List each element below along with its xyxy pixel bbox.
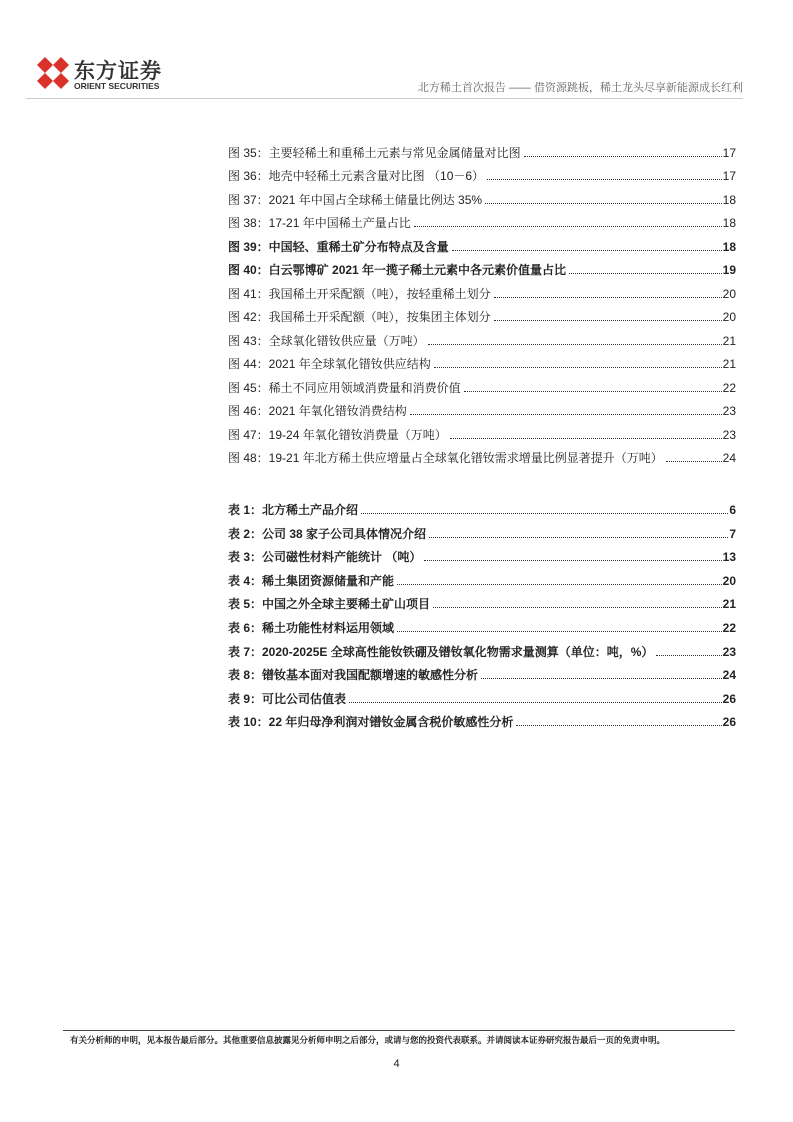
toc-entry-page: 17 <box>722 169 736 184</box>
toc-entry-page: 24 <box>722 450 736 465</box>
dot-leader <box>414 226 722 227</box>
toc-entry-page: 6 <box>729 503 736 517</box>
dot-leader <box>397 584 722 585</box>
dot-leader <box>656 655 721 656</box>
toc-entry[interactable] <box>228 667 736 683</box>
toc-entry-label: 图 44：2021 年全球氧化镨钕供应结构 <box>228 357 431 372</box>
dot-leader <box>524 156 722 157</box>
toc-entry[interactable] <box>228 691 736 707</box>
dot-leader <box>569 273 722 274</box>
toc-entry[interactable] <box>228 356 736 372</box>
dot-leader <box>410 414 722 415</box>
toc-entry-label: 表 8：镨钕基本面对我国配额增速的敏感性分析 <box>228 668 479 683</box>
dot-leader <box>424 560 721 561</box>
toc-entry-page: 24 <box>722 668 736 683</box>
logo-text-cn: 东方证券 <box>74 60 162 83</box>
toc-entry[interactable] <box>228 262 736 278</box>
toc-entry-page: 20 <box>722 286 736 301</box>
toc-entry-label: 图 48：19-21 年北方稀土供应增量占全球氧化镨钕需求增量比例显著提升（万吨） <box>228 450 663 465</box>
footer-divider <box>63 1030 735 1031</box>
dot-leader <box>349 702 722 703</box>
toc-entry-label: 表 10：22 年归母净利润对镨钕金属含税价敏感性分析 <box>228 715 514 730</box>
toc-entry-page: 18 <box>722 216 736 231</box>
dot-leader <box>433 607 722 608</box>
toc-entry-label: 表 9：可比公司估值表 <box>228 691 347 706</box>
toc-entry-page: 23 <box>722 427 736 442</box>
toc-entry-label: 表 5：中国之外全球主要稀土矿山项目 <box>228 597 431 612</box>
dot-leader <box>464 391 722 392</box>
toc-entry-label: 图 43：全球氧化镨钕供应量（万吨） <box>228 333 425 348</box>
toc-entry-label: 表 3：公司磁性材料产能统计 （吨） <box>228 550 422 565</box>
toc-entry-page: 7 <box>729 526 736 541</box>
toc-entry-page: 20 <box>722 310 736 325</box>
toc-entry[interactable] <box>228 714 736 730</box>
toc-entry-page: 21 <box>722 597 736 612</box>
toc-entry-page: 23 <box>722 404 736 419</box>
toc-entry[interactable] <box>228 596 736 612</box>
toc-entry-label: 表 6：稀土功能性材料运用领域 <box>228 621 395 635</box>
dot-leader <box>487 179 722 180</box>
logo-mark-icon <box>36 55 70 91</box>
toc-entry[interactable] <box>228 192 736 208</box>
logo-text-en: ORIENT SECURITIES <box>74 81 160 91</box>
dot-leader <box>452 250 722 251</box>
toc-entry[interactable] <box>228 403 736 419</box>
toc-entry-label: 图 41：我国稀土开采配额（吨），按轻重稀土划分 <box>228 286 491 301</box>
header-divider <box>26 98 743 99</box>
dot-leader <box>666 461 722 462</box>
toc-entry-label: 图 38：17-21 年中国稀土产量占比 <box>228 216 411 231</box>
orient-securities-logo <box>36 55 166 95</box>
toc-entry-page: 22 <box>722 380 736 395</box>
toc-entry[interactable] <box>228 309 736 325</box>
toc-entry-page: 21 <box>722 333 736 348</box>
toc-entry[interactable] <box>228 526 736 542</box>
toc-entry[interactable] <box>228 239 736 255</box>
dot-leader <box>516 725 721 726</box>
toc-entry[interactable] <box>228 549 736 565</box>
toc-entry-label: 图 45：稀土不同应用领域消费量和消费价值 <box>228 380 461 395</box>
toc-entry-page: 19 <box>722 263 736 278</box>
toc-entry-label: 表 2：公司 38 家子公司具体情况介绍 <box>228 526 427 541</box>
toc-entry-page: 23 <box>722 644 736 659</box>
toc-entry[interactable] <box>228 215 736 231</box>
toc-entry[interactable] <box>228 450 736 466</box>
report-title: 北方稀土首次报告 —— 借资源跳板，稀土龙头尽享新能源成长红利 <box>417 82 743 94</box>
toc-entry-label: 图 37：2021 年中国占全球稀土储量比例达 35% <box>228 192 483 207</box>
toc-entry-label: 图 39：中国轻、重稀土矿分布特点及含量 <box>228 239 449 254</box>
toc-entry[interactable] <box>228 620 736 636</box>
toc-entry[interactable] <box>228 380 736 396</box>
dot-leader <box>429 537 728 538</box>
toc-entry-label: 图 36：地壳中轻稀土元素含量对比图 （10－6） <box>228 169 485 184</box>
footer-disclaimer: 有关分析师的申明，见本报告最后部分。其他重要信息披露见分析师申明之后部分，或请与您的投资代表联系。并请阅读本证券研究报告最后一页的免责申明。 <box>70 1035 666 1045</box>
toc-entry-page: 21 <box>722 357 736 372</box>
toc-entry[interactable] <box>228 502 736 518</box>
dot-leader <box>481 678 722 679</box>
toc-entry-label: 表 7：2020-2025E 全球高性能钕铁硼及镨钕氧化物需求量测算（单位：吨，%） <box>228 644 654 659</box>
toc-entry[interactable] <box>228 286 736 302</box>
toc-entry[interactable] <box>228 573 736 589</box>
dot-leader <box>397 631 722 632</box>
toc-entry-label: 表 4：稀土集团资源储量和产能 <box>228 573 395 588</box>
dot-leader <box>434 367 722 368</box>
dot-leader <box>494 320 722 321</box>
toc-entry[interactable] <box>228 168 736 184</box>
toc-entry-page: 13 <box>722 550 736 565</box>
toc-entry-page: 26 <box>722 691 736 706</box>
toc-entry-page: 18 <box>722 192 736 207</box>
toc-entry-page: 18 <box>722 239 736 254</box>
toc-entry[interactable] <box>228 333 736 349</box>
page-number: 4 <box>393 1058 400 1070</box>
toc-entry[interactable] <box>228 145 736 161</box>
toc-entry-label: 图 40：白云鄂博矿 2021 年一揽子稀土元素中各元素价值量占比 <box>228 263 567 278</box>
toc-entry-label: 图 35：主要轻稀土和重稀土元素与常见金属储量对比图 <box>228 146 521 160</box>
toc-entry-page: 20 <box>722 573 736 588</box>
dot-leader <box>428 344 722 345</box>
toc-entry-label: 图 46：2021 年氧化镨钕消费结构 <box>228 404 407 419</box>
toc-entry-label: 图 42：我国稀土开采配额（吨），按集团主体划分 <box>228 310 491 325</box>
dot-leader <box>450 438 722 439</box>
toc-entry-page: 17 <box>722 146 736 160</box>
dot-leader <box>485 203 722 204</box>
dot-leader <box>361 513 728 514</box>
toc-entry-label: 表 1：北方稀土产品介绍 <box>228 503 359 517</box>
toc-entry[interactable] <box>228 644 736 660</box>
toc-entry-page: 26 <box>722 715 736 730</box>
dot-leader <box>494 297 722 298</box>
toc-entry[interactable] <box>228 427 736 443</box>
toc-entry-label: 图 47：19-24 年氧化镨钕消费量（万吨） <box>228 427 447 442</box>
toc-entry-page: 22 <box>722 621 736 635</box>
